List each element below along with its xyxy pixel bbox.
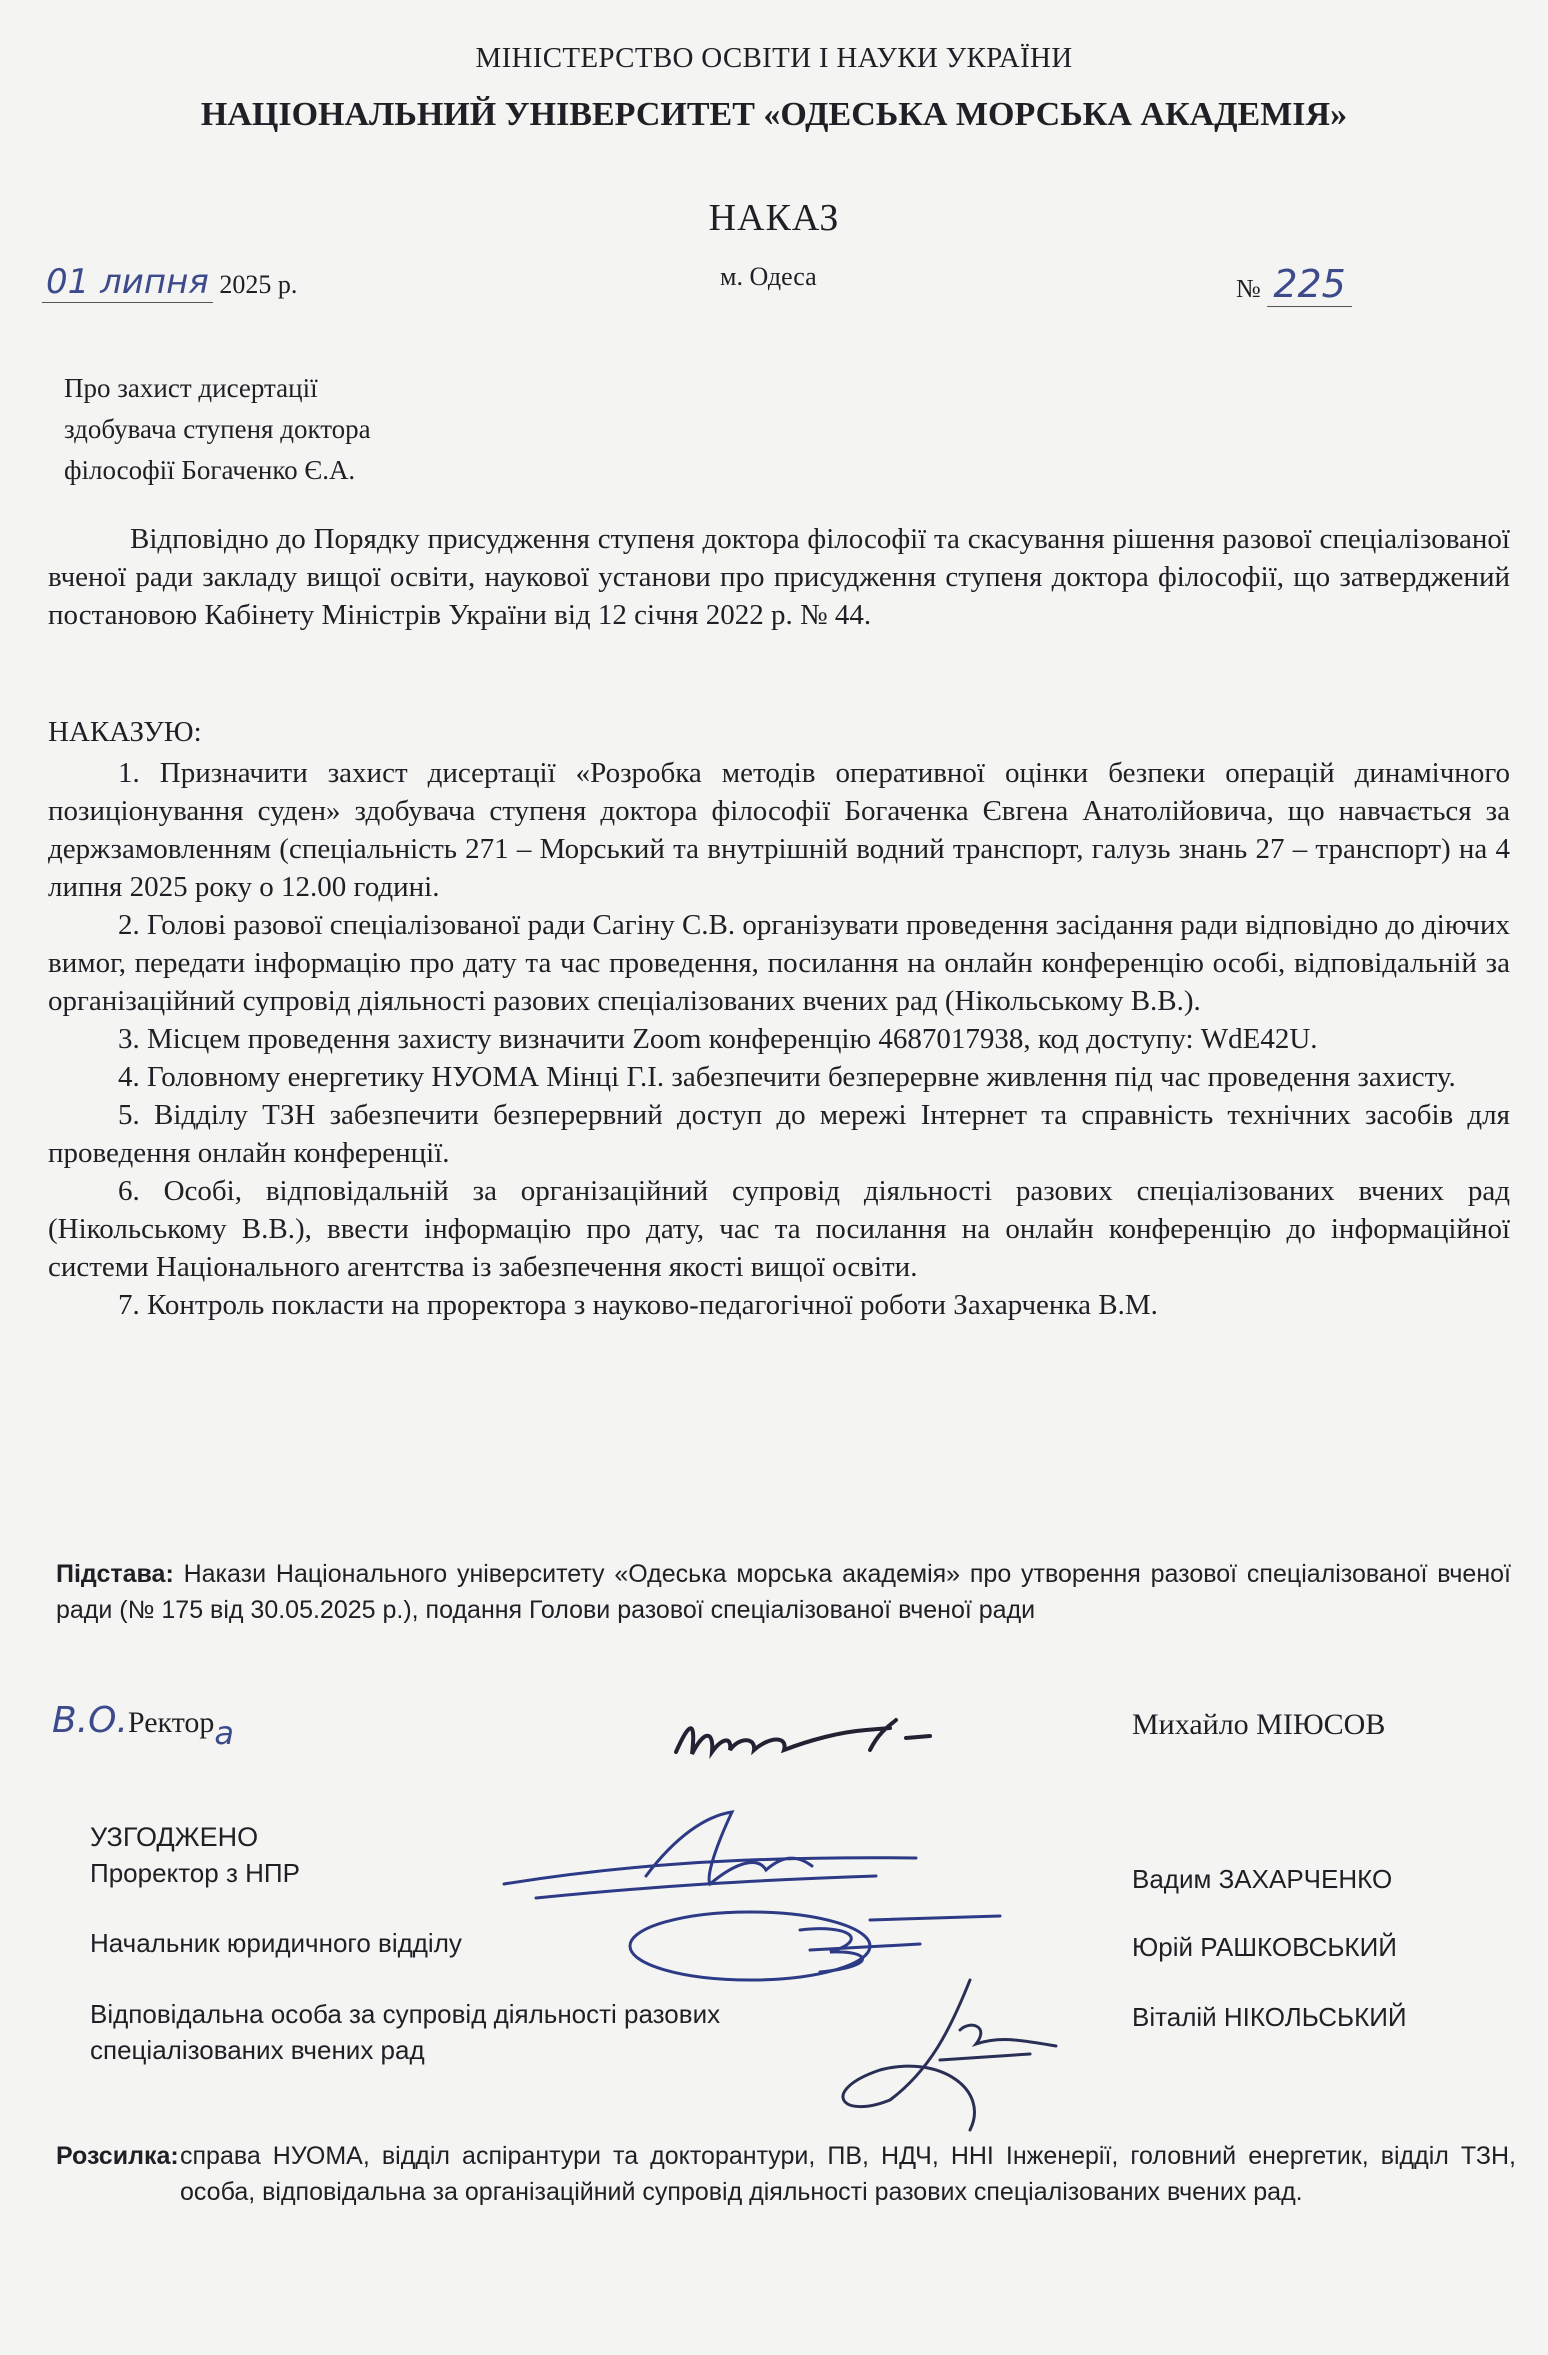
mailing-list <box>56 2138 1516 2210</box>
order-date <box>42 262 297 302</box>
order-items <box>48 754 1510 1324</box>
legal-head-label: Начальник юридичного відділу <box>90 1928 462 1958</box>
basis-note <box>56 1556 1511 1628</box>
order-item: 6. Особі, відповідальній за організаційний супровід діяльності разових спеціалізованих вчених рад (Нікольському В.В.), ввести інформацію про дату, час та посилання на онлайн конференцію до інформаційної системи Національного агентства із забезпечення якості вищої освіти. <box>48 1175 1510 1283</box>
agreed-heading: УЗГОДЖЕНО <box>90 1822 259 1852</box>
order-number <box>1236 262 1352 306</box>
basis-text: Накази Національного університету «Одеська морська академія» про утворення разової спеціалізованої вченої ради (№ 175 від 30.05.2025 р.), подання Голови разової спеціалізованої вченої ради <box>56 1560 1511 1624</box>
university-heading: НАЦІОНАЛЬНИЙ УНІВЕРСИТЕТ «ОДЕСЬКА МОРСЬКА АКАДЕМІЯ» <box>200 96 1348 133</box>
ministry-heading: МІНІСТЕРСТВО ОСВІТИ І НАУКИ УКРАЇНИ <box>475 42 1073 74</box>
legal-head-name: Юрій РАШКОВСЬКИЙ <box>1132 1932 1397 1962</box>
order-item: 3. Місцем проведення захисту визначити Zoom конференцію 4687017938, код доступу: WdE42U. <box>118 1023 1318 1055</box>
order-city: м. Одеса <box>720 262 817 291</box>
vice-rector-label: Проректор з НПР <box>90 1858 300 1888</box>
basis-label: Підстава: <box>56 1560 174 1588</box>
handwritten-number: 225 <box>1267 262 1352 307</box>
responsible-label-line: спеціалізованих вчених рад <box>90 2035 425 2065</box>
handwritten-date: 01 липня <box>42 262 213 303</box>
mailing-label: Розсилка: <box>56 2142 179 2170</box>
order-item: 1. Призначити захист дисертації «Розробка методів оперативної оцінки безпеки операцій динамічного позиціонування суден» здобувача ступеня доктора філософії Богаченка Євгена Анатолійовича, що навчається за держзамовленням (спеціальність 271 – Морський та внутрішній водний транспорт, галузь знань 27 – транспорт) на 4 липня 2025 року о 12.00 годині. <box>48 757 1510 903</box>
order-item: 5. Відділу ТЗН забезпечити безперервний доступ до мережі Інтернет та справність технічних засобів для проведення онлайн конференції. <box>48 1099 1510 1169</box>
rector-label: Ректор <box>127 1706 215 1739</box>
order-item: 4. Головному енергетику НУОМА Мінці Г.І. забезпечити безперервне живлення під час проведення захисту. <box>118 1061 1456 1093</box>
order-subject <box>64 368 371 491</box>
subject-line: здобувача ступеня доктора <box>64 414 371 444</box>
handwritten-acting-prefix: В.О. <box>52 1700 128 1741</box>
rector-name: Михайло МІЮСОВ <box>1132 1708 1386 1741</box>
handwritten-suffix: а <box>214 1714 235 1752</box>
rector-signature <box>670 1700 940 1770</box>
preamble-text: Відповідно до Порядку присудження ступеня доктора філософії та скасування рішення разової спеціалізованої вченої ради закладу вищої освіти, наукової установи про присудження ступеня доктора філософії, що затверджений постановою Кабінету Міністрів України від 12 січня 2022 р. № 44. <box>48 523 1510 631</box>
preamble <box>48 520 1510 634</box>
document-type-title: НАКАЗ <box>708 197 840 239</box>
responsible-label-line: Відповідальна особа за супровід діяльності разових <box>90 1999 721 2029</box>
order-year: 2025 р. <box>219 270 298 299</box>
responsible-person-label <box>90 1996 720 2068</box>
number-prefix: № <box>1236 274 1261 303</box>
order-item: 7. Контроль покласти на проректора з науково-педагогічної роботи Захарченка В.М. <box>118 1289 1158 1321</box>
order-item: 2. Голові разової спеціалізованої ради Сагіну С.В. організувати проведення засідання ради відповідно до діючих вимог, передати інформацію про дату та час проведення, посилання на онлайн конференцію особі, відповідальній за організаційний супровід діяльності разових спеціалізованих вчених рад (Нікольському В.В.). <box>48 909 1510 1017</box>
vice-rector-name: Вадим ЗАХАРЧЕНКО <box>1132 1864 1393 1894</box>
mailing-text: справа НУОМА, відділ аспірантури та докторантури, ПВ, НДЧ, ННІ Інженерії, головний енергетик, відділ ТЗН, особа, відповідальна за організаційний супровід діяльності разових спеціалізованих вчених рад. <box>180 2142 1516 2206</box>
responsible-person-name: Віталій НІКОЛЬСЬКИЙ <box>1132 2002 1407 2032</box>
subject-line: Про захист дисертації <box>64 373 318 403</box>
order-word: НАКАЗУЮ: <box>48 716 202 748</box>
subject-line: філософії Богаченко Є.А. <box>64 455 356 485</box>
rector-title <box>52 1700 235 1752</box>
responsible-person-signature <box>820 1970 1080 2150</box>
